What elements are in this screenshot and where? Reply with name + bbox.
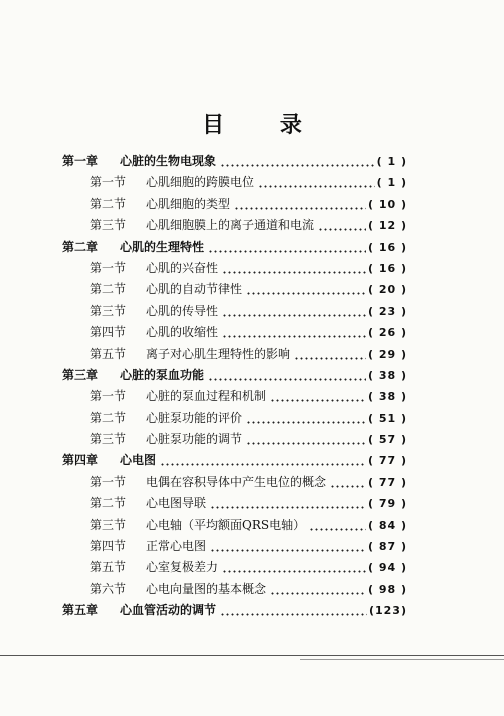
toc-entry-title: 心电轴（平均额面QRS电轴） — [146, 517, 306, 532]
dot-leader — [309, 515, 366, 536]
toc-entry-number: 第三节 — [90, 303, 127, 318]
toc-entry-page: ( 57 ) — [367, 433, 407, 447]
bottom-rule-short — [300, 659, 504, 660]
toc-entry-page: ( 16 ) — [367, 261, 407, 275]
toc-entry-number: 第一节 — [90, 389, 127, 404]
toc-chapter-row — [62, 600, 407, 621]
page-title: 目 录 — [202, 113, 326, 138]
toc-entry-title: 心脏的泵血功能 — [120, 367, 205, 382]
bottom-rule — [0, 655, 504, 656]
toc-section-row — [62, 301, 407, 322]
toc-entry-number: 第四节 — [90, 539, 127, 554]
toc-entry-page: ( 38 ) — [367, 390, 407, 404]
dot-leader — [246, 429, 366, 450]
toc-entry-title: 心肌的收缩性 — [146, 325, 219, 340]
dot-leader — [246, 279, 366, 300]
toc-entry-number: 第三节 — [90, 218, 127, 233]
toc-entry-page: ( 12 ) — [367, 219, 407, 233]
toc-entry-number: 第四节 — [90, 325, 127, 340]
toc-entry-title: 心室复极差力 — [146, 560, 219, 575]
toc-entry-page: ( 20 ) — [367, 283, 407, 297]
toc-entry-page: ( 77 ) — [367, 454, 407, 468]
toc-entry-page: ( 77 ) — [367, 475, 407, 489]
toc-section-row — [62, 279, 407, 300]
toc-entry-title: 正常心电图 — [146, 539, 207, 554]
toc-entry-page: ( 38 ) — [367, 368, 407, 382]
toc-entry-title: 心肌细胞的跨膜电位 — [146, 175, 255, 190]
dot-leader — [210, 536, 366, 557]
dot-leader — [222, 258, 366, 279]
dot-leader — [270, 579, 366, 600]
toc-entry-page: ( 94 ) — [367, 561, 407, 575]
toc-entry-page: ( 23 ) — [367, 304, 407, 318]
dot-leader — [208, 365, 366, 386]
toc-entry-title: 心血管活动的调节 — [120, 603, 217, 618]
toc-section-row — [62, 493, 407, 514]
toc-entry-number: 第二节 — [90, 196, 127, 211]
toc-section-row — [62, 194, 407, 215]
toc-entry-page: ( 26 ) — [367, 326, 407, 340]
toc-section-row — [62, 408, 407, 429]
toc-entry-page: ( 79 ) — [367, 497, 407, 511]
toc-section-row — [62, 557, 407, 578]
toc-entry-number: 第一节 — [90, 474, 127, 489]
toc-entry-title: 心电图 — [120, 453, 157, 468]
dot-leader — [222, 557, 366, 578]
toc-section-row — [62, 515, 407, 536]
dot-leader — [318, 215, 366, 236]
toc-entry-page: ( 29 ) — [367, 347, 407, 361]
toc-section-row — [62, 472, 407, 493]
toc-chapter-row — [62, 450, 407, 471]
dot-leader — [208, 237, 366, 258]
dot-leader — [222, 322, 366, 343]
toc-entry-number: 第三章 — [62, 367, 99, 382]
dot-leader — [270, 386, 366, 407]
dot-leader — [160, 450, 366, 471]
toc-entry-number: 第五章 — [62, 603, 99, 618]
toc-entry-title: 心脏的生物电现象 — [120, 154, 217, 168]
toc-entry-title: 心电图导联 — [146, 496, 207, 511]
dot-leader — [246, 408, 366, 429]
toc-entry-title: 心脏的泵血过程和机制 — [146, 389, 267, 404]
dot-leader — [220, 600, 367, 621]
toc-section-row — [62, 536, 407, 557]
toc-entry-number: 第二节 — [90, 496, 127, 511]
toc-entry-title: 心肌的自动节律性 — [146, 282, 243, 297]
toc-chapter-row — [62, 365, 407, 386]
toc-entry-title: 心肌的生理特性 — [120, 239, 205, 254]
toc-entry-title: 心肌的兴奋性 — [146, 260, 219, 275]
toc-entry-number: 第一章 — [62, 154, 99, 168]
dot-leader — [210, 493, 366, 514]
toc-entry-title: 心肌细胞的类型 — [146, 196, 231, 211]
toc-entry-number: 第二节 — [90, 410, 127, 425]
toc-entry-title: 心电向量图的基本概念 — [146, 581, 267, 596]
toc-entry-page: ( 1 ) — [376, 155, 407, 168]
toc-entry-page: ( 16 ) — [367, 240, 407, 254]
toc-entry-number: 第一节 — [90, 260, 127, 275]
toc-entry-page: ( 98 ) — [367, 582, 407, 596]
toc-entry-number: 第五节 — [90, 346, 127, 361]
dot-leader — [330, 472, 366, 493]
toc-entry-page: ( 51 ) — [367, 411, 407, 425]
toc-section-row — [62, 579, 407, 600]
toc-entry-number: 第二节 — [90, 282, 127, 297]
toc-entry-page: ( 1 ) — [376, 176, 407, 190]
toc-entry-title: 心肌细胞膜上的离子通道和电流 — [146, 218, 315, 233]
dot-leader — [234, 194, 366, 215]
toc-section-row — [62, 322, 407, 343]
toc-chapter-row — [62, 237, 407, 258]
toc-section-row — [62, 172, 407, 193]
toc-entry-title: 心脏泵功能的调节 — [146, 432, 243, 447]
dot-leader — [294, 344, 366, 365]
toc-chapter-row — [62, 151, 407, 172]
toc-section-row — [62, 215, 407, 236]
dot-leader — [222, 301, 366, 322]
toc-section-row — [62, 386, 407, 407]
toc-section-row — [62, 258, 407, 279]
toc-entry-number: 第三节 — [90, 517, 127, 532]
toc-entry-page: ( 87 ) — [367, 540, 407, 554]
toc-section-row — [62, 429, 407, 450]
toc-entry-number: 第一节 — [90, 175, 127, 190]
toc-entry-number: 第四章 — [62, 453, 99, 468]
toc-entry-title: 离子对心肌生理特性的影响 — [146, 346, 291, 361]
toc-entry-title: 心脏泵功能的评价 — [146, 410, 243, 425]
toc-entry-page: (123) — [368, 604, 407, 618]
toc-entry-page: ( 10 ) — [367, 197, 407, 211]
dot-leader — [258, 172, 375, 193]
toc-entry-title: 心肌的传导性 — [146, 303, 219, 318]
toc-entry-number: 第六节 — [90, 581, 127, 596]
toc-section-row — [62, 344, 407, 365]
table-of-contents — [62, 151, 407, 622]
toc-entry-title: 电偶在容积导体中产生电位的概念 — [146, 474, 327, 489]
toc-entry-page: ( 84 ) — [367, 518, 407, 532]
toc-entry-number: 第五节 — [90, 560, 127, 575]
dot-leader — [220, 151, 375, 172]
toc-entry-number: 第二章 — [62, 239, 99, 254]
toc-entry-number: 第三节 — [90, 432, 127, 447]
